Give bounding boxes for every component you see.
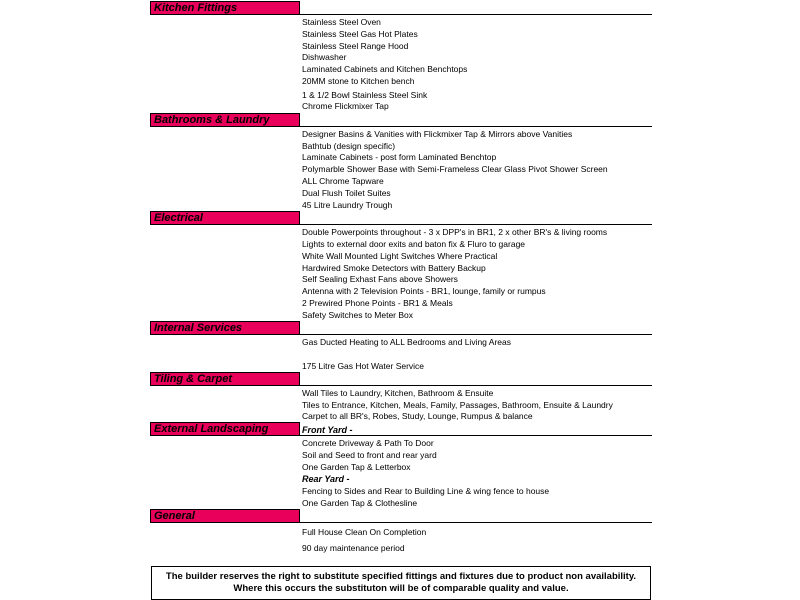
section-title-internal: Internal Services <box>154 322 243 334</box>
list-item: 2 Prewired Phone Points - BR1 & Meals <box>302 298 453 308</box>
list-item: Dual Flush Toilet Suites <box>302 188 391 198</box>
list-item: Dishwasher <box>302 52 347 62</box>
list-item: Wall Tiles to Laundry, Kitchen, Bathroom & Ensuite <box>302 388 494 398</box>
list-item: Laminated Cabinets and Kitchen Benchtops <box>302 64 468 74</box>
divider <box>150 385 652 386</box>
disclaimer-box <box>151 566 651 600</box>
divider <box>150 126 652 127</box>
list-item: Soil and Seed to front and rear yard <box>302 450 437 460</box>
divider <box>150 224 652 225</box>
list-item: White Wall Mounted Light Switches Where Practical <box>302 251 498 261</box>
list-item: Bathtub (design specific) <box>302 141 396 151</box>
section-header-electrical <box>150 211 300 225</box>
list-item: Fencing to Sides and Rear to Building Line & wing fence to house <box>302 486 550 496</box>
section-title-electrical: Electrical <box>154 212 203 224</box>
divider <box>150 334 652 335</box>
list-item: Double Powerpoints throughout - 3 x DPP's in BR1, 2 x other BR's & living rooms <box>302 227 608 237</box>
disclaimer-line-1: The builder reserves the right to substitute specified fittings and fixtures due to product non availability. <box>165 571 637 582</box>
list-item: 1 & 1/2 Bowl Stainless Steel Sink <box>302 90 428 100</box>
list-item: Designer Basins & Vanities with Flickmixer Tap & Mirrors above Vanities <box>302 129 573 139</box>
divider <box>150 435 652 436</box>
section-header-tiling <box>150 372 300 386</box>
list-item: 175 Litre Gas Hot Water Service <box>302 361 425 371</box>
list-item: Stainless Steel Range Hood <box>302 41 409 51</box>
subheading-front-yard: Front Yard - <box>302 425 353 435</box>
subheading-rear-yard: Rear Yard - <box>302 474 350 484</box>
list-item: Chrome Flickmixer Tap <box>302 101 389 111</box>
list-item: One Garden Tap & Letterbox <box>302 462 411 472</box>
list-item: Carpet to all BR's, Robes, Study, Lounge, Rumpus & balance <box>302 411 533 421</box>
list-item: Stainless Steel Gas Hot Plates <box>302 29 418 39</box>
list-item: Concrete Driveway & Path To Door <box>302 438 434 448</box>
list-item: Stainless Steel Oven <box>302 17 381 27</box>
list-item: Safety Switches to Meter Box <box>302 310 414 320</box>
list-item: Hardwired Smoke Detectors with Battery Backup <box>302 263 486 273</box>
list-item: Full House Clean On Completion <box>302 527 427 537</box>
list-item: ALL Chrome Tapware <box>302 176 384 186</box>
section-title-landscaping: External Landscaping <box>154 423 269 435</box>
list-item: Self Sealing Exhast Fans above Showers <box>302 274 458 284</box>
list-item: 90 day maintenance period <box>302 543 405 553</box>
section-header-internal <box>150 321 300 335</box>
divider <box>150 522 652 523</box>
list-item: 45 Litre Laundry Trough <box>302 200 393 210</box>
list-item: Polymarble Shower Base with Semi-Frameless Clear Glass Pivot Shower Screen <box>302 164 608 174</box>
section-title-bathrooms: Bathrooms & Laundry <box>154 114 270 126</box>
section-header-general <box>150 509 300 523</box>
list-item: Gas Ducted Heating to ALL Bedrooms and Living Areas <box>302 337 512 347</box>
list-item: Laminate Cabinets - post form Laminated Benchtop <box>302 152 497 162</box>
divider <box>150 14 652 15</box>
disclaimer-line-2: Where this occurs the substituton will be of comparable quality and value. <box>233 583 569 594</box>
list-item: Lights to external door exits and baton fix & Fluro to garage <box>302 239 526 249</box>
section-header-landscaping <box>150 422 300 436</box>
list-item: Antenna with 2 Television Points - BR1, lounge, family or rumpus <box>302 286 546 296</box>
list-item: 20MM stone to Kitchen bench <box>302 76 415 86</box>
section-title-tiling: Tiling & Carpet <box>154 373 233 385</box>
list-item: Tiles to Entrance, Kitchen, Meals, Family, Passages, Bathroom, Ensuite & Laundry <box>302 400 613 410</box>
section-header-bathrooms <box>150 113 300 127</box>
section-title-kitchen: Kitchen Fittings <box>154 2 238 14</box>
section-header-kitchen <box>150 1 300 15</box>
section-title-general: General <box>154 510 195 522</box>
list-item: One Garden Tap & Clothesline <box>302 498 418 508</box>
